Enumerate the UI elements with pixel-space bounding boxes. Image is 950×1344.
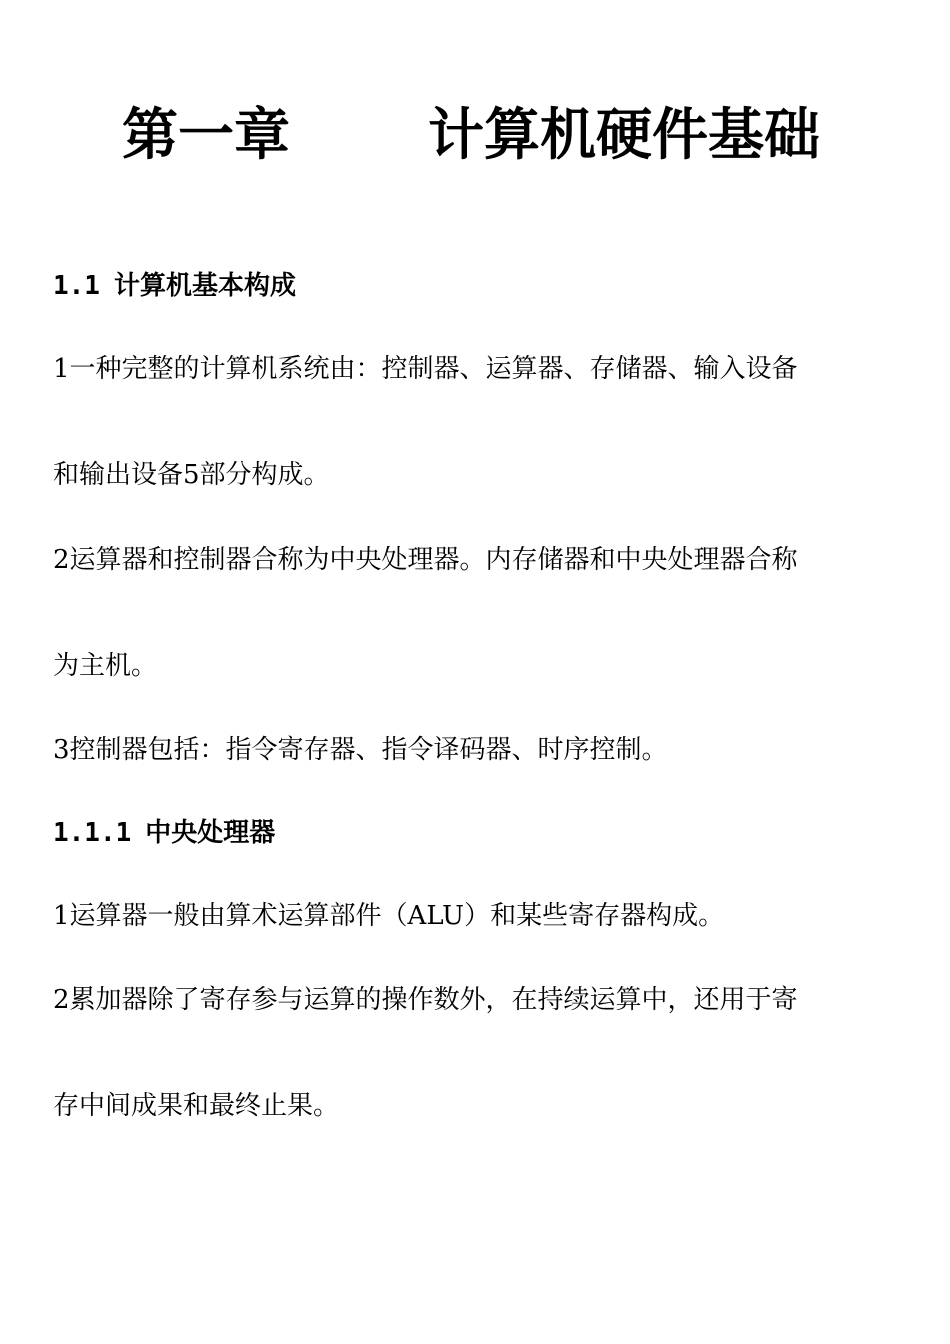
subsection-heading [53,815,893,851]
section-number: 1.1 [53,271,100,301]
paragraph-line: 为主机。 [53,651,158,681]
chapter-title [0,96,950,176]
paragraph-line: 1一种完整的计算机系统由：控制器、运算器、存储器、输入设备 [53,354,798,384]
chapter-number: 第一章 [122,103,290,168]
subsection-number: 1.1.1 [53,818,132,848]
section-title: 计算机基本构成 [113,271,296,301]
paragraph-line: 1运算器一般由算术运算部件（ALU）和某些寄存器构成。 [53,901,725,931]
paragraph-line: 3控制器包括：指令寄存器、指令译码器、时序控制。 [53,735,668,765]
paragraph-line: 和输出设备5部分构成。 [53,460,330,490]
paragraph-line: 2运算器和控制器合称为中央处理器。内存储器和中央处理器合称 [53,545,798,575]
section-heading [53,268,893,304]
paragraph-line: 存中间成果和最终止果。 [53,1091,340,1121]
subsection-title: 中央处理器 [145,818,276,848]
chapter-name: 计算机硬件基础 [428,103,820,168]
paragraph-line: 2累加器除了寄存参与运算的操作数外，在持续运算中，还用于寄 [53,985,798,1015]
